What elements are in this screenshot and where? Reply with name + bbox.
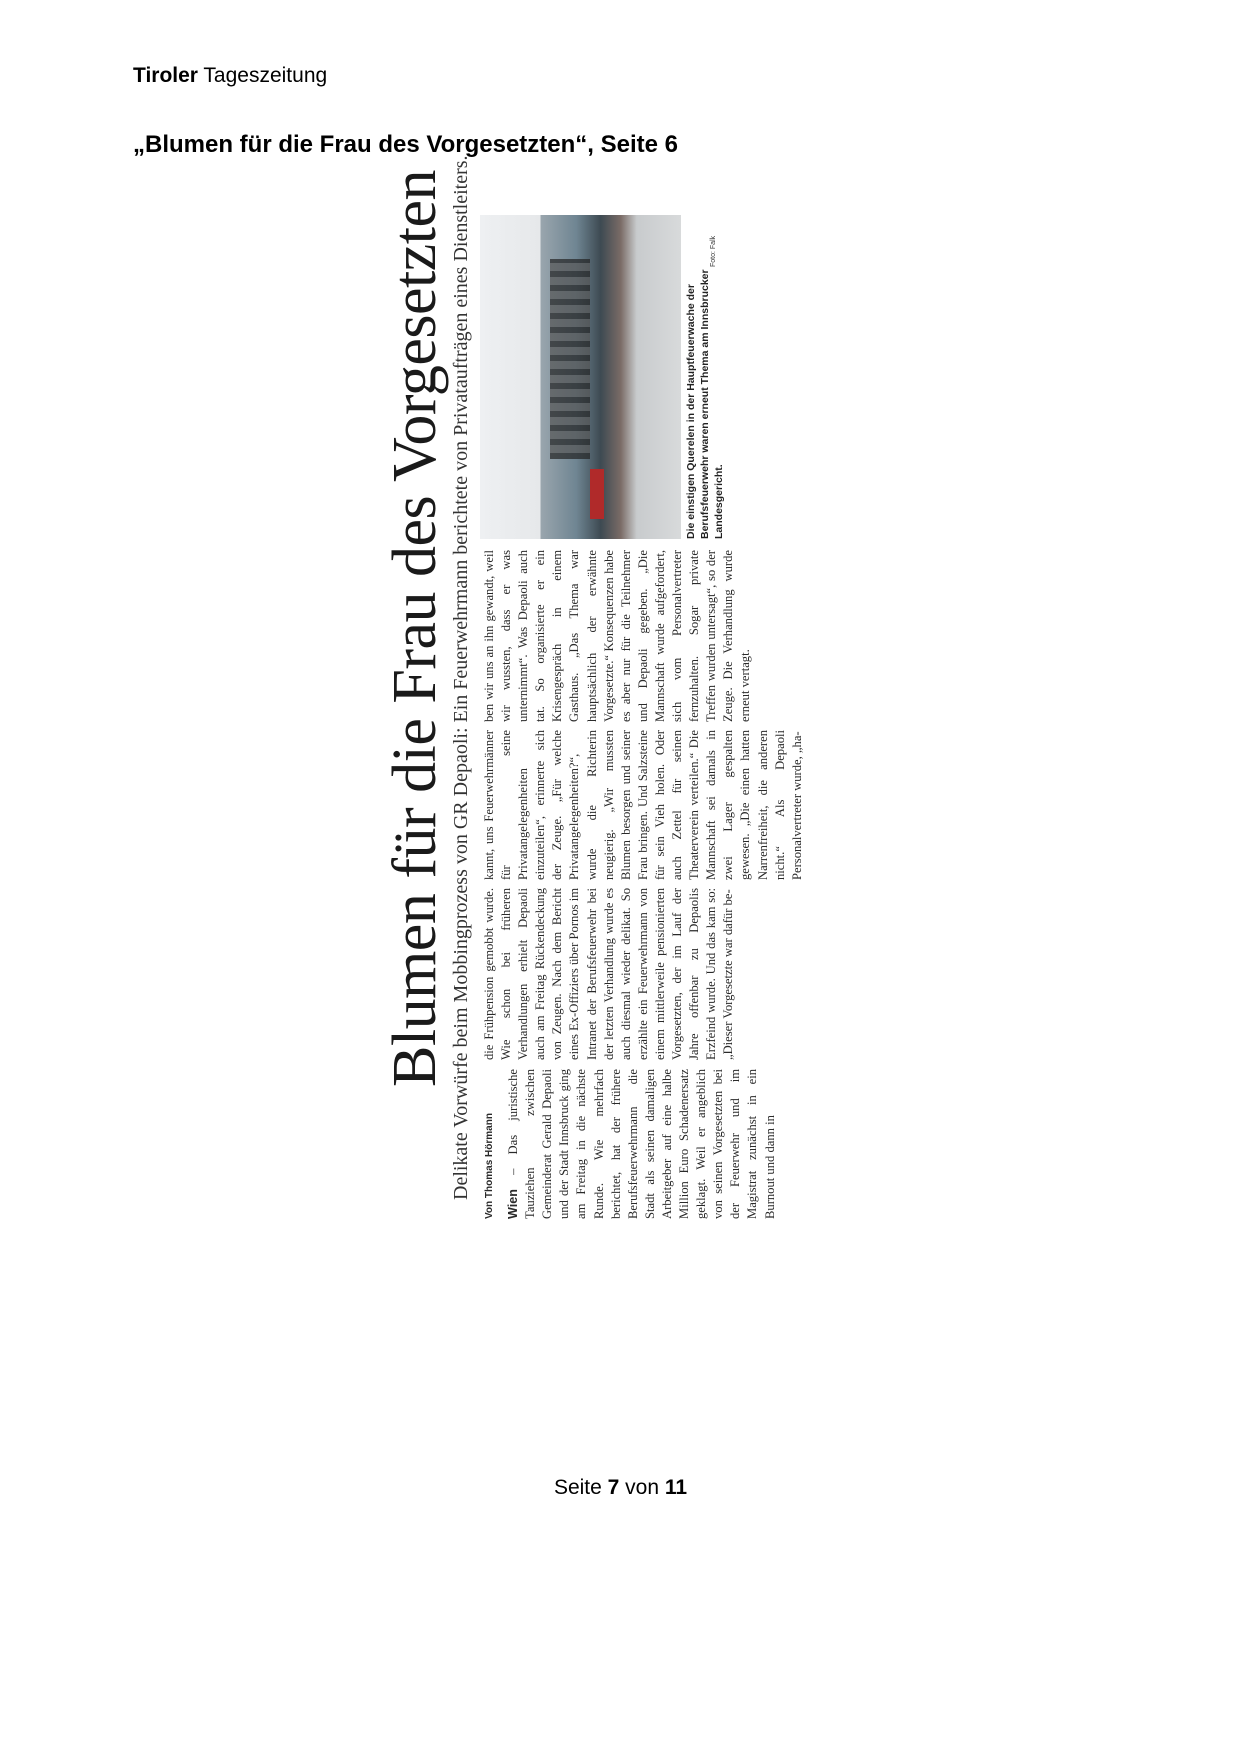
article-column-3: kannt, uns Feuerwehrmänner für seine Privatangelegenheiten einzuteilen“, erinnerte sich der Zeuge. „Für welche Privatangelegenheiten?“, wurde die Richterin neugierig. „Wir mussten Blumen besorgen und seiner Frau bringen. Und Salzsteine für sein Vieh holen. Oder auch Zettel für seinen Theaterverein verteilen.“ Die Mannschaft sei damals in zwei Lager gespalten gewesen. „Die einen hatten Narrenfreiheit, die anderen nicht.“ Als Depaoli Personalvertreter wurde, „ha- (482, 730, 804, 880)
total-pages: 11 (664, 1476, 688, 1499)
current-page: 7 (607, 1476, 620, 1499)
fire-station-photo (480, 215, 681, 539)
brand-bold: Tiroler (133, 64, 198, 87)
article-byline: Von Thomas Hörmann (484, 1113, 495, 1219)
photo-windows (550, 259, 590, 459)
article-column-1 (481, 1069, 777, 1219)
column-text: – Das juristische Tauziehen zwischen Gemeinderat Gerald Depaoli und der Stadt Innsbruck ging am Freitag in die nächste Runde. Wie mehrfach berichtet, hat der frühere Berufsfeuerwehrmann die Stadt als seinen damaligen Arbeitgeber auf eine halbe Million Euro Schadenersatz geklagt. Weil er angeblich von seinen Vorgesetzten bei der Feuerwehr und im Magistrat zunächst in ein Burnout und dann in (506, 1069, 777, 1219)
page-mid: von (619, 1476, 665, 1499)
page-prefix: Seite (553, 1476, 608, 1499)
photo-fire-truck (590, 469, 604, 519)
newspaper-clipping (381, 155, 804, 1222)
publication-name (133, 64, 327, 88)
photo-caption: Die einstigen Querelen in der Hauptfeuerwache der Berufsfeuerwehr waren erneut Thema am Innsbrucker Landesgericht. (685, 269, 725, 539)
photo-credit: Foto: Falk (710, 235, 717, 267)
article-subheadline: Delikate Vorwürfe beim Mobbingprozess von GR Depaoli: Ein Feuerwehrmann berichtete von Privataufträgen eines Dienstleiters. (450, 155, 472, 1200)
article-headline: Blumen für die Frau des Vorgesetzten (381, 170, 449, 1087)
article-dateline: Wien (506, 1189, 521, 1219)
article-column-2: die Frühpension gemobbt wurde. Wie schon bei früheren Verhandlungen erhielt Depaoli auch am Freitag Rückendeckung von Zeugen. Nach dem Bericht eines Ex-Offiziers über Pornos im Intranet der Berufsfeuerwehr bei der letzten Verhandlung wurde es auch diesmal wieder delikat. So erzählte ein Feuerwehrmann von einem mittlerweile pensionierten Vorgesetzten, der im Lauf der Jahre offenbar zu Depaolis Erzfeind wurde. Und das kam so: „Dieser Vorgesetzte war dafür be- (482, 888, 736, 1060)
page-title: „Blumen für die Frau des Vorgesetzten“, Seite 6 (133, 131, 679, 158)
page-number (0, 1476, 1241, 1500)
brand-rest: Tageszeitung (197, 64, 328, 87)
article-column-4: ben wir uns an ihn gewandt, weil wir wussten, dass er was unternimmt“. Was Depaoli auch tat. So organisierte er ein Krisengespräch in einem Gasthaus. „Das Thema war hauptsächlich der erwähnte Vorgesetzte.“ Konsequenzen habe es aber nur für die Teilnehmer und Depaoli gegeben. „Die Mannschaft wurde aufgefordert, sich vom Personalvertreter fernzuhalten. Sogar private Treffen wurden untersagt“, so der Zeuge. Die Verhandlung wurde erneut vertagt. (482, 550, 753, 722)
